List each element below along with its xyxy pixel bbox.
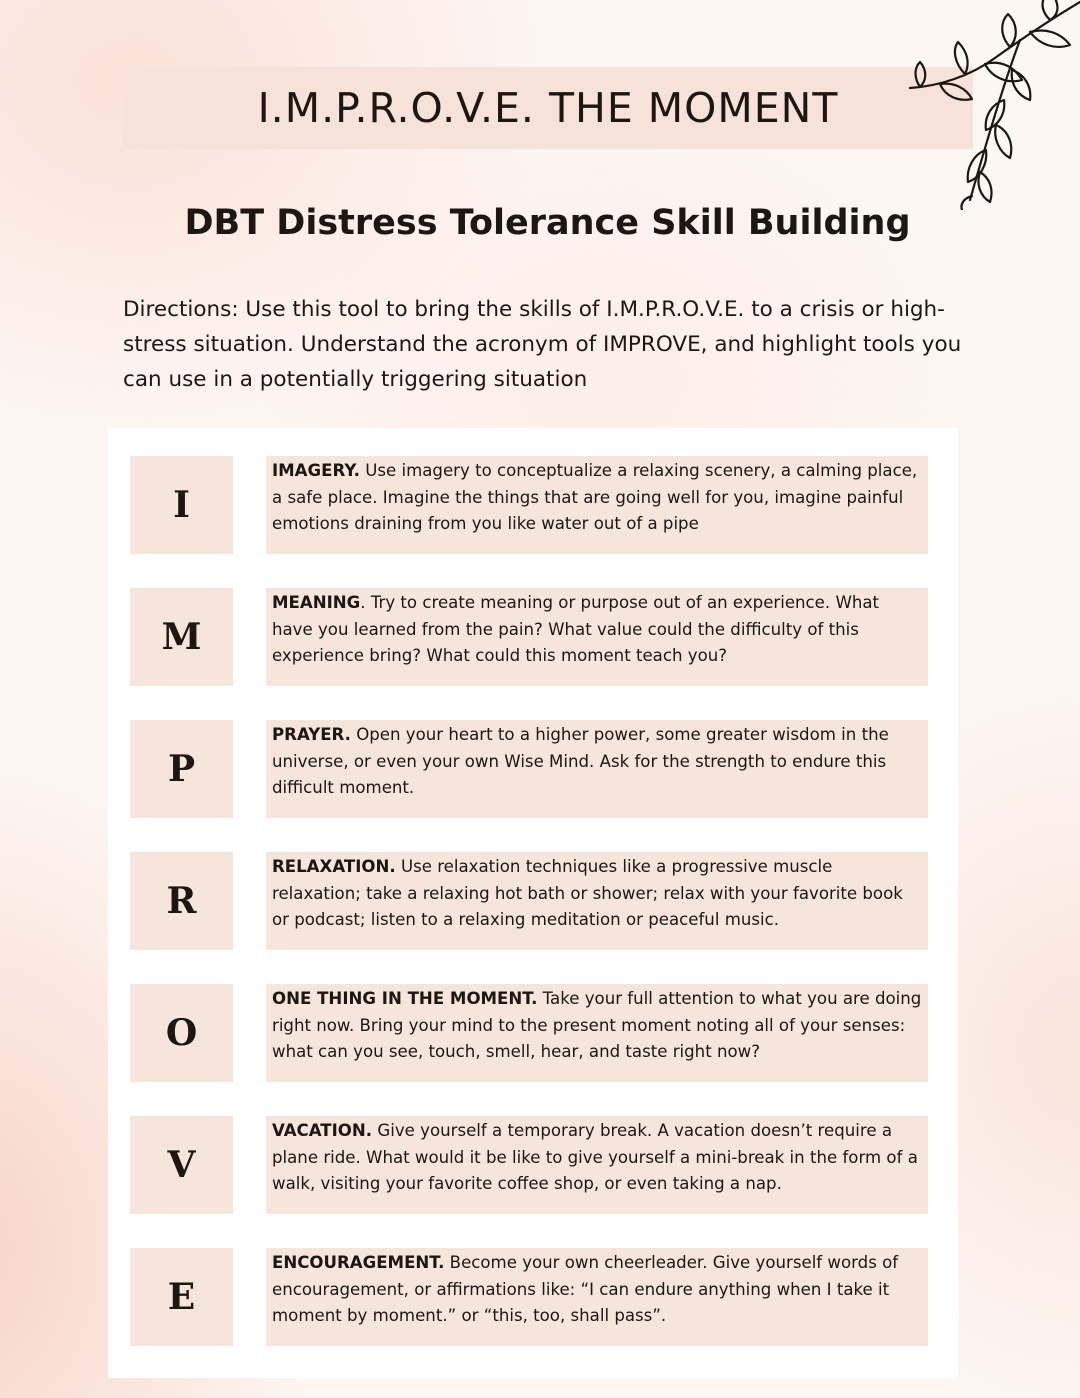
page-title: I.M.P.R.O.V.E. THE MOMENT xyxy=(257,84,839,132)
skill-row-relaxation xyxy=(108,852,958,952)
skill-heading: RELAXATION. xyxy=(272,857,396,876)
title-banner xyxy=(123,67,973,149)
skill-text: . Try to create meaning or purpose out of an experience. What have you learned from the pain? What value could the difficulty of this experience bring? What could this moment teach you? xyxy=(272,593,880,665)
skill-text: Take your full attention to what you are doing right now. Bring your mind to the present moment noting all of your senses: what can you see, touch, smell, hear, and taste right now? xyxy=(272,989,922,1061)
skill-row-meaning xyxy=(108,588,958,688)
skill-description xyxy=(266,852,928,950)
skill-text: Use imagery to conceptualize a relaxing scenery, a calming place, a safe place. Imagine the things that are going well for you, imagine painful emotions draining from you like water out of a pipe xyxy=(272,461,918,533)
subtitle: DBT Distress Tolerance Skill Building xyxy=(184,203,911,243)
skill-row-one-thing xyxy=(108,984,958,1084)
skill-text: Become your own cheerleader. Give yourself words of encouragement, or affirmations like: “I can endure anything when I take it moment by moment.” or “this, too, shall pass”. xyxy=(272,1253,899,1325)
skill-letter: E xyxy=(130,1248,233,1346)
skill-heading: MEANING xyxy=(272,593,361,612)
skills-panel xyxy=(108,428,958,1378)
skill-letter: P xyxy=(130,720,233,818)
skill-text: Open your heart to a higher power, some greater wisdom in the universe, or even your own Wise Mind. Ask for the strength to endure this difficult moment. xyxy=(272,725,889,797)
skill-text: Give yourself a temporary break. A vacation doesn’t require a plane ride. What would it be like to give yourself a mini-break in the form of a walk, visiting your favorite coffee shop, or even taking a nap. xyxy=(272,1121,918,1193)
skill-heading: VACATION. xyxy=(272,1121,373,1140)
skill-letter: M xyxy=(130,588,233,686)
skill-letter: O xyxy=(130,984,233,1082)
skill-letter: I xyxy=(130,456,233,554)
skill-description xyxy=(266,720,928,818)
leafy-vine-icon xyxy=(900,0,1080,210)
directions-text: Directions: Use this tool to bring the skills of I.M.P.R.O.V.E. to a crisis or high-stress situation. Understand the acronym of IMPROVE, and highlight tools you can use in a potentially triggering situation xyxy=(123,297,962,392)
skill-description xyxy=(266,1248,928,1346)
skill-heading: PRAYER. xyxy=(272,725,351,744)
skill-heading: IMAGERY. xyxy=(272,461,360,480)
skill-description xyxy=(266,588,928,686)
skill-row-encouragement xyxy=(108,1248,958,1348)
skill-description xyxy=(266,984,928,1082)
skill-letter: R xyxy=(130,852,233,950)
skill-row-vacation xyxy=(108,1116,958,1216)
skill-letter: V xyxy=(130,1116,233,1214)
skill-row-imagery xyxy=(108,456,958,556)
skill-heading: ONE THING IN THE MOMENT. xyxy=(272,989,538,1008)
skill-description xyxy=(266,1116,928,1214)
skill-row-prayer xyxy=(108,720,958,820)
skill-heading: ENCOURAGEMENT. xyxy=(272,1253,445,1272)
skill-text: Use relaxation techniques like a progressive muscle relaxation; take a relaxing hot bath or shower; relax with your favorite book or podcast; listen to a relaxing meditation or peaceful music. xyxy=(272,857,903,929)
skill-description xyxy=(266,456,928,554)
